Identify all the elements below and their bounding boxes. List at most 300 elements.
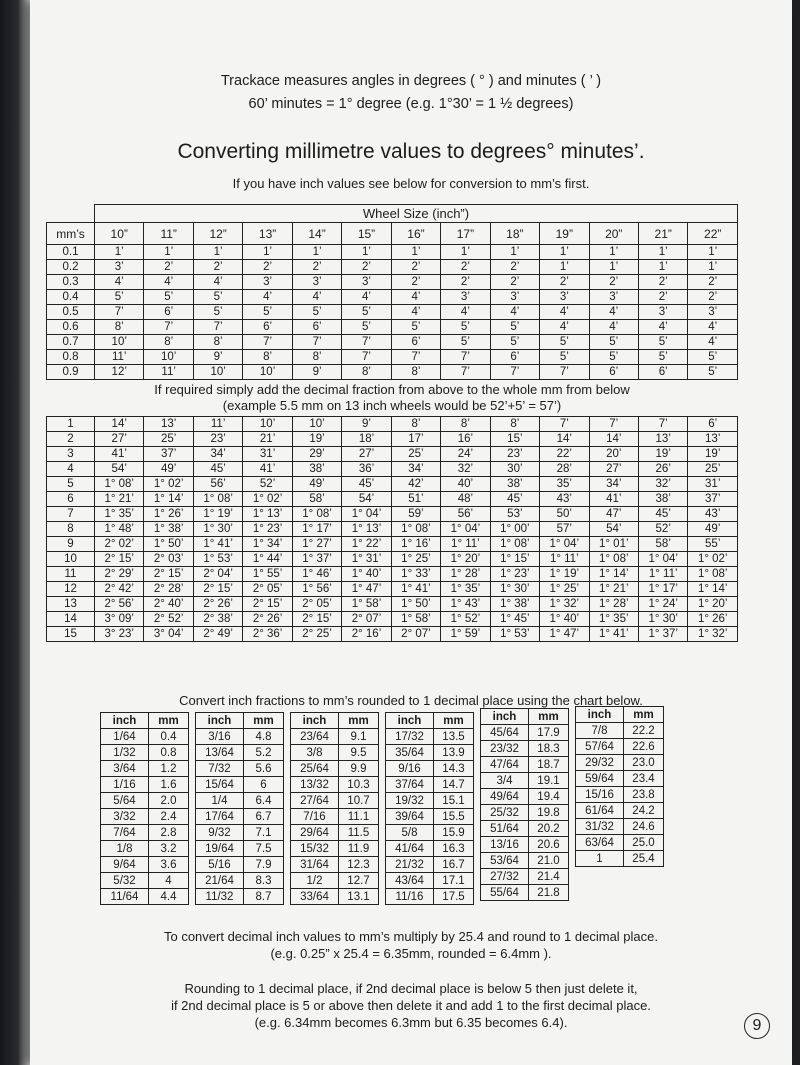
angle-value: 1° 17’ <box>292 522 341 537</box>
angle-value: 20’ <box>589 447 638 462</box>
angle-value: 1° 34’ <box>243 537 292 552</box>
inch-fraction: 5/16 <box>196 857 244 873</box>
angle-value: 2° 29’ <box>95 567 144 582</box>
mm-equivalent: 20.6 <box>529 837 569 853</box>
table-row <box>196 729 284 745</box>
angle-value: 1° 46’ <box>292 567 341 582</box>
angle-value: 1° 19’ <box>193 507 242 522</box>
angle-value: 7’ <box>95 305 144 320</box>
inch-header: inch <box>196 713 244 729</box>
angle-value: 7’ <box>441 365 490 380</box>
table-row <box>101 889 189 905</box>
angle-value: 50’ <box>540 507 589 522</box>
mm-equivalent: 12.3 <box>339 857 379 873</box>
mm-equivalent: 2.8 <box>149 825 189 841</box>
angle-value: 2’ <box>540 275 589 290</box>
mm-equivalent: 17.1 <box>434 873 474 889</box>
binder-edge <box>0 0 30 1065</box>
angle-value: 38’ <box>638 492 687 507</box>
inch-fraction: 1/16 <box>101 777 149 793</box>
inch-fraction: 9/32 <box>196 825 244 841</box>
mm-value: 0.8 <box>47 350 95 365</box>
table-row <box>386 793 474 809</box>
table-row <box>47 447 738 462</box>
angle-value: 1° 40’ <box>342 567 391 582</box>
angle-value: 1° 37’ <box>638 627 687 642</box>
angle-value: 1° 11’ <box>441 537 490 552</box>
table-row <box>481 885 569 901</box>
wheel-size-header: 14” <box>292 223 341 245</box>
angle-value: 1’ <box>638 245 687 260</box>
inch-fraction: 9/16 <box>386 761 434 777</box>
angle-value: 2° 36’ <box>243 627 292 642</box>
angle-value: 40’ <box>441 477 490 492</box>
angle-value: 1’ <box>688 260 738 275</box>
table-row <box>47 275 738 290</box>
angle-value: 1° 50’ <box>144 537 193 552</box>
angle-value: 1° 25’ <box>391 552 440 567</box>
inch-fraction: 53/64 <box>481 853 529 869</box>
inch-fraction: 59/64 <box>576 771 624 787</box>
footer-line-2: (e.g. 0.25” x 25.4 = 6.35mm, rounded = 6.4mm ). <box>270 946 552 961</box>
angle-value: 6’ <box>391 335 440 350</box>
angle-value: 14’ <box>540 432 589 447</box>
mm-equivalent: 25.0 <box>624 835 664 851</box>
inch-fraction: 17/64 <box>196 809 244 825</box>
footer-line-1: To convert decimal inch values to mm’s multiply by 25.4 and round to 1 decimal place. <box>163 929 658 944</box>
angle-value: 27’ <box>589 462 638 477</box>
inch-fraction: 23/64 <box>291 729 339 745</box>
angle-value: 3’ <box>441 290 490 305</box>
angle-value: 9’ <box>342 417 391 432</box>
table-row <box>47 582 738 597</box>
angle-value: 1° 45’ <box>490 612 539 627</box>
angle-value: 8’ <box>391 365 440 380</box>
inch-fraction: 1 <box>576 851 624 867</box>
angle-value: 2’ <box>391 275 440 290</box>
angle-value: 4’ <box>540 320 589 335</box>
angle-value: 2° 07’ <box>391 627 440 642</box>
angle-value: 5’ <box>193 290 242 305</box>
angle-value: 37’ <box>144 447 193 462</box>
inch-mm-table <box>100 712 189 905</box>
inch-fraction: 7/8 <box>576 723 624 739</box>
mm-value: 13 <box>47 597 95 612</box>
angle-value: 7’ <box>540 417 589 432</box>
mm-equivalent: 3.6 <box>149 857 189 873</box>
table-row <box>47 290 738 305</box>
angle-value: 7’ <box>144 320 193 335</box>
inch-fraction: 57/64 <box>576 739 624 755</box>
table-row <box>386 809 474 825</box>
inch-fraction: 29/32 <box>576 755 624 771</box>
angle-value: 5’ <box>540 335 589 350</box>
mm-value: 1 <box>47 417 95 432</box>
inch-header: inch <box>101 713 149 729</box>
mm-equivalent: 10.7 <box>339 793 379 809</box>
angle-value: 1° 26’ <box>688 612 738 627</box>
inch-fraction: 3/64 <box>101 761 149 777</box>
wheel-size-header: 13” <box>243 223 292 245</box>
angle-value: 2° 15’ <box>193 582 242 597</box>
angle-value: 4’ <box>540 305 589 320</box>
angle-value: 2’ <box>638 290 687 305</box>
mm-value: 2 <box>47 432 95 447</box>
table-row <box>101 761 189 777</box>
inch-fraction: 1/4 <box>196 793 244 809</box>
inch-fraction: 3/4 <box>481 773 529 789</box>
angle-value: 7’ <box>342 335 391 350</box>
mm-equivalent: 12.7 <box>339 873 379 889</box>
angle-value: 27’ <box>342 447 391 462</box>
inch-fraction: 1/32 <box>101 745 149 761</box>
angle-value: 14’ <box>589 432 638 447</box>
angle-value: 38’ <box>490 477 539 492</box>
inch-mm-table <box>195 712 284 905</box>
angle-value: 1’ <box>292 245 341 260</box>
table-row <box>196 889 284 905</box>
angle-value: 32’ <box>638 477 687 492</box>
angle-value: 2° 04’ <box>193 567 242 582</box>
angle-value: 3’ <box>540 290 589 305</box>
table-row <box>47 335 738 350</box>
inch-fraction: 31/32 <box>576 819 624 835</box>
mm-equivalent: 23.4 <box>624 771 664 787</box>
angle-value: 2’ <box>342 260 391 275</box>
mm-to-degrees-table <box>46 204 738 642</box>
angle-value: 7’ <box>391 350 440 365</box>
decimal-conversion-note <box>30 928 792 962</box>
angle-value: 11’ <box>144 365 193 380</box>
angle-value: 10’ <box>243 417 292 432</box>
angle-value: 1° 53’ <box>490 627 539 642</box>
angle-value: 2° 49’ <box>193 627 242 642</box>
angle-value: 2’ <box>490 260 539 275</box>
mm-equivalent: 13.1 <box>339 889 379 905</box>
wheel-size-header: 11” <box>144 223 193 245</box>
angle-value: 5’ <box>144 290 193 305</box>
angle-value: 18’ <box>342 432 391 447</box>
angle-value: 1° 01’ <box>589 537 638 552</box>
table-row <box>101 841 189 857</box>
angle-value: 1° 35’ <box>441 582 490 597</box>
angle-value: 1° 30’ <box>490 582 539 597</box>
angle-value: 4’ <box>589 320 638 335</box>
mm-equivalent: 23.8 <box>624 787 664 803</box>
inch-fraction: 7/64 <box>101 825 149 841</box>
angle-value: 3’ <box>292 275 341 290</box>
mm-value: 0.3 <box>47 275 95 290</box>
angle-value: 48’ <box>441 492 490 507</box>
angle-value: 1° 52’ <box>441 612 490 627</box>
table-row <box>196 857 284 873</box>
mm-value: 0.6 <box>47 320 95 335</box>
angle-value: 6’ <box>144 305 193 320</box>
angle-value: 47’ <box>589 507 638 522</box>
angle-value: 45’ <box>193 462 242 477</box>
mm-equivalent: 16.7 <box>434 857 474 873</box>
angle-value: 4’ <box>144 275 193 290</box>
table-row <box>386 857 474 873</box>
angle-value: 16’ <box>441 432 490 447</box>
angle-value: 13’ <box>144 417 193 432</box>
table-row <box>576 771 664 787</box>
mm-equivalent: 9.1 <box>339 729 379 745</box>
table-corner <box>47 205 95 223</box>
mm-equivalent: 0.4 <box>149 729 189 745</box>
angle-value: 43’ <box>540 492 589 507</box>
inch-fraction: 11/32 <box>196 889 244 905</box>
angle-value: 54’ <box>342 492 391 507</box>
inch-fraction: 63/64 <box>576 835 624 851</box>
inch-fraction: 13/64 <box>196 745 244 761</box>
mm-equivalent: 17.9 <box>529 725 569 741</box>
table-row <box>386 889 474 905</box>
mm-equivalent: 4.8 <box>244 729 284 745</box>
angle-value: 19’ <box>638 447 687 462</box>
mm-value: 15 <box>47 627 95 642</box>
angle-value: 41’ <box>589 492 638 507</box>
mm-equivalent: 17.5 <box>434 889 474 905</box>
angle-value: 19’ <box>688 447 738 462</box>
mm-value: 3 <box>47 447 95 462</box>
mm-equivalent: 4.4 <box>149 889 189 905</box>
inch-fraction: 15/32 <box>291 841 339 857</box>
angle-value: 1° 31’ <box>342 552 391 567</box>
inch-fraction: 47/64 <box>481 757 529 773</box>
page-subtitle: If you have inch values see below for conversion to mm’s first. <box>232 176 590 191</box>
angle-value: 2’ <box>441 260 490 275</box>
mm-value: 0.1 <box>47 245 95 260</box>
table-row <box>291 857 379 873</box>
angle-value: 5’ <box>193 305 242 320</box>
angle-value: 1’ <box>589 245 638 260</box>
angle-value: 8’ <box>243 350 292 365</box>
table-row <box>481 869 569 885</box>
mm-equivalent: 7.9 <box>244 857 284 873</box>
angle-value: 30’ <box>490 462 539 477</box>
angle-value: 1’ <box>540 245 589 260</box>
mm-value: 0.7 <box>47 335 95 350</box>
angle-value: 1° 08’ <box>292 507 341 522</box>
mm-equivalent: 13.5 <box>434 729 474 745</box>
mm-equivalent: 6 <box>244 777 284 793</box>
table-row <box>47 627 738 642</box>
angle-value: 1° 58’ <box>391 612 440 627</box>
angle-value: 5’ <box>638 335 687 350</box>
angle-value: 22’ <box>540 447 589 462</box>
mm-equivalent: 3.2 <box>149 841 189 857</box>
inch-fraction: 23/32 <box>481 741 529 757</box>
table-row <box>101 777 189 793</box>
angle-value: 6’ <box>638 365 687 380</box>
angle-value: 1° 20’ <box>441 552 490 567</box>
table-row <box>291 745 379 761</box>
angle-value: 1° 30’ <box>193 522 242 537</box>
angle-value: 10’ <box>193 365 242 380</box>
mm-value: 0.2 <box>47 260 95 275</box>
angle-value: 6’ <box>688 417 738 432</box>
mm-equivalent: 19.1 <box>529 773 569 789</box>
table-row <box>101 729 189 745</box>
angle-value: 8’ <box>193 335 242 350</box>
angle-value: 1° 41’ <box>589 627 638 642</box>
angle-value: 6’ <box>490 350 539 365</box>
angle-value: 3’ <box>243 275 292 290</box>
inch-fraction: 43/64 <box>386 873 434 889</box>
footer-line-5: (e.g. 6.34mm becomes 6.3mm but 6.35 becomes 6.4). <box>254 1015 568 1030</box>
angle-value: 13’ <box>688 432 738 447</box>
wheel-size-header: 10” <box>95 223 144 245</box>
table-row <box>47 305 738 320</box>
inch-fraction: 45/64 <box>481 725 529 741</box>
angle-value: 1° 56’ <box>292 582 341 597</box>
table-row <box>576 787 664 803</box>
angle-value: 1’ <box>95 245 144 260</box>
table-row <box>386 825 474 841</box>
table-row <box>101 745 189 761</box>
mm-equivalent: 25.4 <box>624 851 664 867</box>
table-row <box>196 745 284 761</box>
angle-value: 1° 17’ <box>638 582 687 597</box>
table-row <box>196 777 284 793</box>
angle-value: 1’ <box>193 245 242 260</box>
table-row <box>481 821 569 837</box>
angle-value: 2’ <box>292 260 341 275</box>
table-row <box>101 857 189 873</box>
angle-value: 2° 26’ <box>243 612 292 627</box>
angle-value: 7’ <box>342 350 391 365</box>
table-row <box>386 841 474 857</box>
mm-header: mm <box>244 713 284 729</box>
angle-value: 1° 14’ <box>688 582 738 597</box>
angle-value: 1° 02’ <box>144 477 193 492</box>
inch-fraction: 19/32 <box>386 793 434 809</box>
angle-value: 5’ <box>342 305 391 320</box>
table-row <box>47 567 738 582</box>
angle-value: 4’ <box>391 305 440 320</box>
angle-value: 1° 27’ <box>292 537 341 552</box>
angle-value: 3’ <box>490 290 539 305</box>
angle-value: 1° 16’ <box>391 537 440 552</box>
angle-value: 4’ <box>688 335 738 350</box>
wheel-size-header: 22” <box>688 223 738 245</box>
mm-equivalent: 10.3 <box>339 777 379 793</box>
mm-equivalent: 16.3 <box>434 841 474 857</box>
table-row <box>386 761 474 777</box>
angle-value: 49’ <box>144 462 193 477</box>
mm-equivalent: 2.0 <box>149 793 189 809</box>
angle-value: 1° 21’ <box>589 582 638 597</box>
angle-value: 2° 15’ <box>292 612 341 627</box>
table-row <box>196 809 284 825</box>
angle-value: 6’ <box>292 320 341 335</box>
angle-value: 2° 03’ <box>144 552 193 567</box>
inch-fraction: 5/32 <box>101 873 149 889</box>
instruction-line-1: If required simply add the decimal fraction from above to the whole mm from below <box>154 382 630 397</box>
table-row <box>481 773 569 789</box>
angle-value: 2’ <box>193 260 242 275</box>
mm-equivalent: 4 <box>149 873 189 889</box>
angle-value: 7’ <box>589 417 638 432</box>
inch-fraction: 35/64 <box>386 745 434 761</box>
angle-value: 2° 25’ <box>292 627 341 642</box>
angle-value: 2° 28’ <box>144 582 193 597</box>
angle-value: 4’ <box>95 275 144 290</box>
table-row <box>576 739 664 755</box>
inch-fraction: 25/64 <box>291 761 339 777</box>
angle-value: 1° 21’ <box>95 492 144 507</box>
table-row <box>576 835 664 851</box>
angle-value: 1° 08’ <box>95 477 144 492</box>
table-row <box>47 537 738 552</box>
mm-equivalent: 6.4 <box>244 793 284 809</box>
rounding-note <box>30 980 792 1031</box>
wheel-size-title: Wheel Size (inch”) <box>95 205 738 223</box>
angle-value: 4’ <box>441 305 490 320</box>
angle-value: 7’ <box>243 335 292 350</box>
manual-page <box>30 0 792 1065</box>
angle-value: 1° 04’ <box>342 507 391 522</box>
mm-value: 4 <box>47 462 95 477</box>
angle-value: 1’ <box>540 260 589 275</box>
table-row <box>101 873 189 889</box>
mm-equivalent: 7.5 <box>244 841 284 857</box>
table-row <box>291 889 379 905</box>
angle-value: 5’ <box>638 350 687 365</box>
angle-value: 2’ <box>688 275 738 290</box>
inch-mm-table <box>575 706 664 867</box>
angle-value: 1’ <box>391 245 440 260</box>
mm-value: 11 <box>47 567 95 582</box>
mm-equivalent: 11.5 <box>339 825 379 841</box>
mm-value: 10 <box>47 552 95 567</box>
inch-fraction: 37/64 <box>386 777 434 793</box>
table-row <box>481 725 569 741</box>
inch-fraction: 31/64 <box>291 857 339 873</box>
page-title: Converting millimetre values to degrees° minutes’. <box>177 140 645 163</box>
angle-value: 5’ <box>441 335 490 350</box>
table-row <box>47 522 738 537</box>
angle-value: 4’ <box>490 305 539 320</box>
angle-value: 2° 02’ <box>95 537 144 552</box>
angle-value: 3° 09’ <box>95 612 144 627</box>
inch-fraction: 21/32 <box>386 857 434 873</box>
angle-value: 2° 52’ <box>144 612 193 627</box>
angle-value: 5’ <box>490 320 539 335</box>
angle-value: 5’ <box>342 320 391 335</box>
angle-value: 4’ <box>243 290 292 305</box>
angle-value: 1° 14’ <box>589 567 638 582</box>
table-row <box>101 809 189 825</box>
angle-value: 1° 23’ <box>490 567 539 582</box>
mm-value: 5 <box>47 477 95 492</box>
table-row <box>291 777 379 793</box>
angle-value: 2’ <box>144 260 193 275</box>
angle-value: 1° 14’ <box>144 492 193 507</box>
inch-fraction: 1/64 <box>101 729 149 745</box>
inch-header: inch <box>291 713 339 729</box>
angle-value: 2’ <box>243 260 292 275</box>
mm-equivalent: 5.6 <box>244 761 284 777</box>
angle-value: 2’ <box>490 275 539 290</box>
angle-value: 56’ <box>441 507 490 522</box>
angle-value: 3’ <box>688 305 738 320</box>
angle-value: 1° 28’ <box>589 597 638 612</box>
angle-value: 1° 04’ <box>441 522 490 537</box>
table-row <box>291 873 379 889</box>
mm-equivalent: 6.7 <box>244 809 284 825</box>
